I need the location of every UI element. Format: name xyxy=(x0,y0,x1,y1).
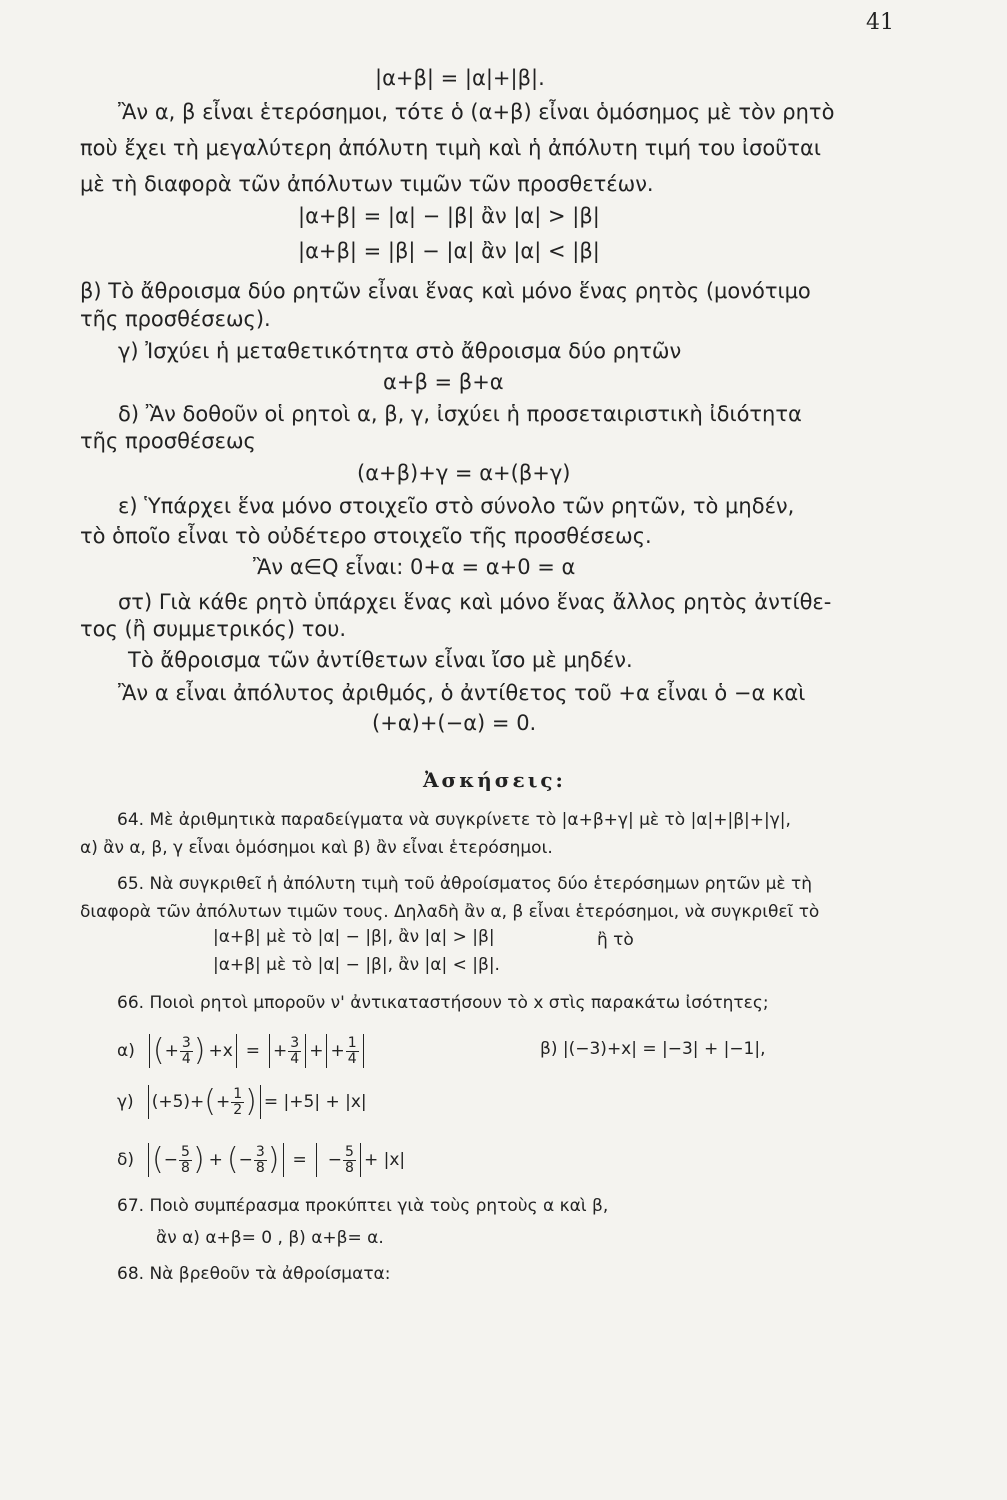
text-line: Ἂν α, β εἶναι ἑτερόσημοι, τότε ὁ (α+β) εἶναι ὁμόσημος μὲ τὸν ρητὸ xyxy=(118,100,835,124)
exercise-68-prompt: 68. Νὰ βρεθοῦν τὰ ἀθροίσματα: xyxy=(117,1264,391,1284)
exercise-65-line-1: 65. Νὰ συγκριθεῖ ἡ ἀπόλυτη τιμὴ τοῦ ἀθροίσματος δύο ἑτερόσημων ρητῶν μὲ τὴ xyxy=(117,874,812,894)
exercise-66-prompt: 66. Ποιοὶ ρητοὶ μποροῦν ν' ἀντικαταστήσουν τὸ x στὶς παρακάτω ἰσότητες; xyxy=(117,993,769,1013)
text-line: β) Τὸ ἄθροισμα δύο ρητῶν εἶναι ἕνας καὶ μόνο ἕνας ρητὸς (μονότιμο xyxy=(80,279,811,303)
exercises-heading: Ἀσκήσεις: xyxy=(423,768,566,792)
formula-abs-sum-same-sign: |α+β| = |α|+|β|. xyxy=(375,66,545,90)
fraction-1-4: $\frac{1}{4}$ xyxy=(347,1034,357,1067)
text-line: δ) Ἂν δοθοῦν οἱ ρητοὶ α, β, γ, ἰσχύει ἡ προσεταιριστικὴ ἰδιότητα xyxy=(118,402,802,426)
exercise-67-line-2: ἂν α) α+β= 0 , β) α+β= α. xyxy=(156,1228,384,1248)
text-line: τῆς προσθέσεως). xyxy=(80,307,271,331)
exercise-66g-equation: γ) (+5)+ ( + $\frac{1}{2}$ ) = |+5| + |x| xyxy=(117,1084,367,1119)
page-number: 41 xyxy=(866,10,894,35)
fraction-3-8: $\frac{3}{8}$ xyxy=(255,1143,265,1176)
text-line: τος (ἢ συμμετρικός) του. xyxy=(80,617,347,641)
fraction-5-8: $\frac{5}{8}$ xyxy=(345,1143,354,1176)
formula-abs-diff-1: |α+β| = |α| − |β| ἂν |α| > |β| xyxy=(298,204,600,228)
exercise-65-compare-2: |α+β| μὲ τὸ |α| − |β|, ἂν |α| < |β|. xyxy=(213,955,500,975)
fraction-5-8: $\frac{5}{8}$ xyxy=(181,1143,190,1176)
text-line: Τὸ ἄθροισμα τῶν ἀντίθετων εἶναι ἴσο μὲ μηδέν. xyxy=(128,648,633,672)
text-line: τῆς προσθέσεως xyxy=(80,429,256,453)
formula-opposites: (+α)+(−α) = 0. xyxy=(372,711,537,735)
text-line: στ) Γιὰ κάθε ρητὸ ὑπάρχει ἕνας καὶ μόνο ἕνας ἄλλος ρητὸς ἀντίθε- xyxy=(118,590,832,614)
formula-abs-diff-2: |α+β| = |β| − |α| ἂν |α| < |β| xyxy=(298,239,600,263)
fraction-3-4: $\frac{3}{4}$ xyxy=(290,1034,300,1067)
exercise-64-line-1: 64. Μὲ ἀριθμητικὰ παραδείγματα νὰ συγκρίνετε τὸ |α+β+γ| μὲ τὸ |α|+|β|+|γ|, xyxy=(117,810,791,830)
exercise-65-compare-1: |α+β| μὲ τὸ |α| − |β|, ἂν |α| > |β| xyxy=(213,927,495,947)
text-line: ε) Ὑπάρχει ἕνα μόνο στοιχεῖο στὸ σύνολο τῶν ρητῶν, τὸ μηδέν, xyxy=(118,494,795,518)
formula-associative: (α+β)+γ = α+(β+γ) xyxy=(357,461,571,485)
fraction-1-2: $\frac{1}{2}$ xyxy=(233,1085,243,1118)
text-line: γ) Ἰσχύει ἡ μεταθετικότητα στὸ ἄθροισμα δύο ρητῶν xyxy=(118,339,682,363)
text-line: μὲ τὴ διαφορὰ τῶν ἀπόλυτων τιμῶν τῶν προσθετέων. xyxy=(80,172,654,196)
exercise-66d-equation: δ) ( − $\frac{5}{8}$ ) + ( − $\frac{3}{8}$ ) = − $\frac{5}{8}$ + |x| xyxy=(117,1142,406,1177)
text-line: Ἂν α εἶναι ἀπόλυτος ἀριθμός, ὁ ἀντίθετος τοῦ +α εἶναι ὁ −α καὶ xyxy=(118,681,806,705)
exercise-67-line-1: 67. Ποιὸ συμπέρασμα προκύπτει γιὰ τοὺς ρητοὺς α καὶ β, xyxy=(117,1196,609,1216)
text-line: ποὺ ἔχει τὴ μεγαλύτερη ἀπόλυτη τιμὴ καὶ ἡ ἀπόλυτη τιμή του ἰσοῦται xyxy=(80,136,822,160)
exercise-66a-equation: α) ( + $\frac{3}{4}$ ) + x = + $\frac{3}{4}$ + + $\frac{1}{4}$ xyxy=(117,1030,367,1072)
exercise-65-or: ἢ τὸ xyxy=(597,930,634,950)
fraction-3-4: $\frac{3}{4}$ xyxy=(181,1034,191,1067)
formula-commutative: α+β = β+α xyxy=(383,370,504,394)
exercise-66b-equation: β) |(−3)+x| = |−3| + |−1|, xyxy=(540,1039,766,1059)
exercise-65-line-2: διαφορὰ τῶν ἀπόλυτων τιμῶν τους. Δηλαδὴ ἂν α, β εἶναι ἑτερόσημοι, νὰ συγκριθεῖ τὸ xyxy=(80,902,820,922)
text-line: τὸ ὁποῖο εἶναι τὸ οὐδέτερο στοιχεῖο τῆς προσθέσεως. xyxy=(80,524,652,548)
formula-neutral-element: Ἂν α∈Q εἶναι: 0+α = α+0 = α xyxy=(253,555,576,579)
exercise-64-line-2: α) ἂν α, β, γ εἶναι ὁμόσημοι καὶ β) ἂν εἶναι ἑτερόσημοι. xyxy=(80,838,553,858)
